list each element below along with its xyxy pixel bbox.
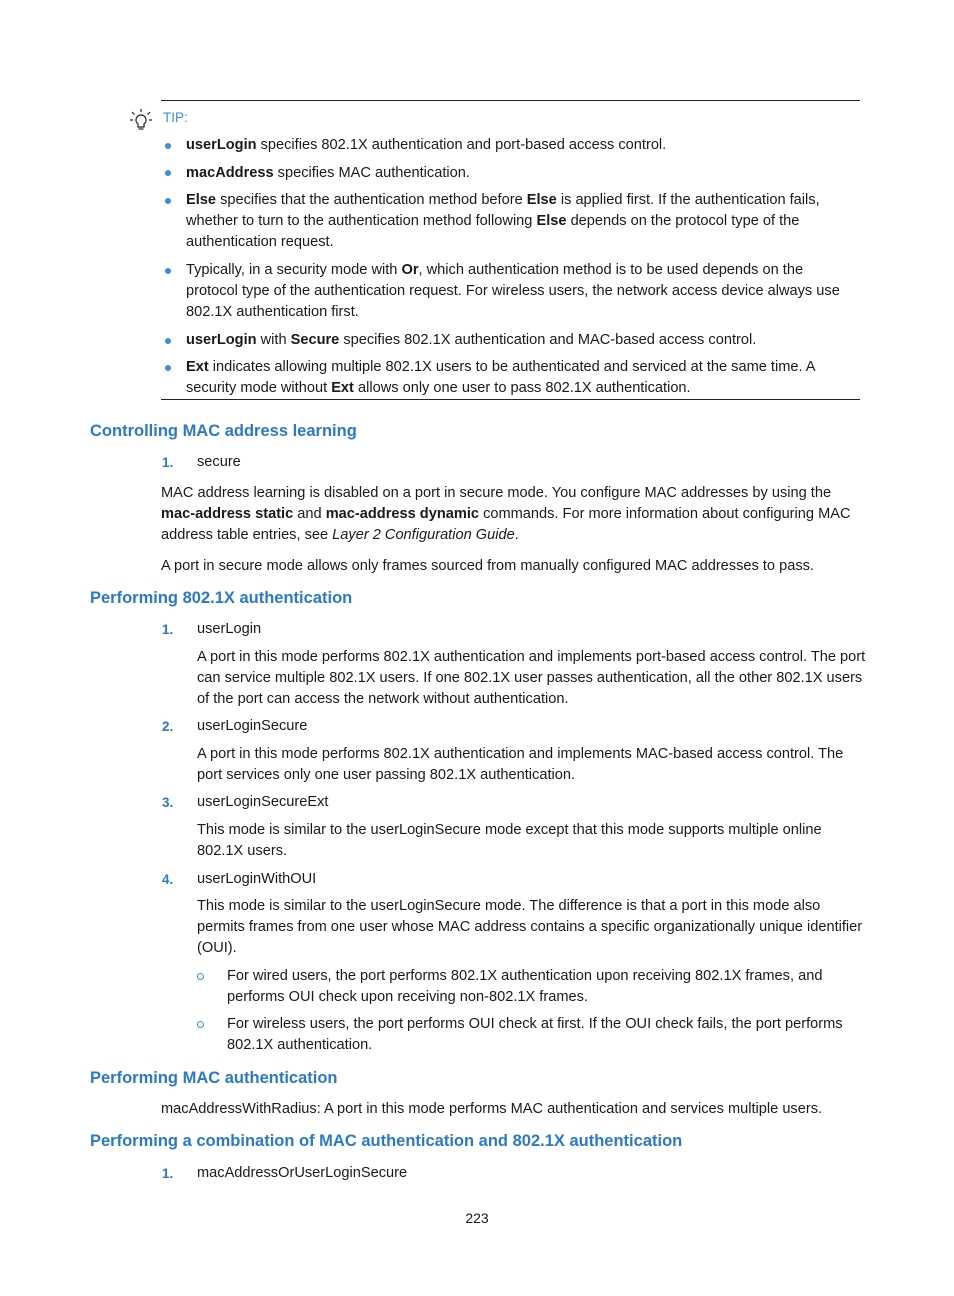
list-number: 1. — [162, 622, 174, 637]
tip-item: Ext indicates allowing multiple 802.1X users to be authenticated and serviced at the same time. A security mode without Ext allows only one user to pass 802.1X authentication. — [186, 359, 815, 396]
tip-top-rule — [161, 100, 860, 101]
list-item-title: userLoginSecure — [197, 718, 308, 734]
sub-bullet — [197, 1021, 204, 1028]
section-heading: Performing a combination of MAC authentication and 802.1X authentication — [90, 1132, 683, 1150]
paragraph: A port in this mode performs 802.1X authentication and implements MAC-based access control. The port services only one user passing 802.1X authentication. — [197, 746, 844, 783]
tip-item: macAddress specifies MAC authentication. — [186, 165, 470, 181]
tip-item: userLogin specifies 802.1X authentication and port-based access control. — [186, 137, 667, 153]
list-item-title: macAddressOrUserLoginSecure — [197, 1165, 408, 1181]
bullet — [165, 143, 171, 149]
section-heading: Controlling MAC address learning — [90, 422, 357, 440]
paragraph: This mode is similar to the userLoginSecure mode. The difference is that a port in this mode also permits frames from one user whose MAC address contains a specific organizationally unique identifier (OUI). — [197, 898, 863, 956]
list-number: 2. — [162, 719, 174, 734]
bullet — [165, 268, 171, 274]
section-heading: Performing 802.1X authentication — [90, 589, 353, 607]
paragraph: This mode is similar to the userLoginSecure mode except that this mode supports multiple online 802.1X users. — [197, 822, 822, 859]
list-item-title: userLoginSecureExt — [197, 794, 329, 810]
bullet — [165, 198, 171, 204]
sub-item: For wired users, the port performs 802.1X authentication upon receiving 802.1X frames, and performs OUI check upon receiving non-802.1X frames. — [227, 968, 823, 1005]
list-item-title: userLoginWithOUI — [197, 871, 317, 887]
sub-bullet — [197, 973, 204, 980]
tip-item: Typically, in a security mode with Or, which authentication method is to be used depends on the protocol type of the authentication request. For wireless users, the network access device always use 802.1X authentication first. — [186, 262, 840, 320]
list-item-title: userLogin — [197, 621, 262, 637]
page-number: 223 — [465, 1210, 489, 1226]
section-heading: Performing MAC authentication — [90, 1069, 338, 1087]
paragraph: A port in secure mode allows only frames sourced from manually configured MAC addresses to pass. — [161, 558, 814, 574]
paragraph: MAC address learning is disabled on a port in secure mode. You configure MAC addresses by using the mac-address static and mac-address dynamic commands. For more information about configuring MAC address table entries, see Layer 2 Configuration Guide. — [161, 485, 851, 543]
list-number: 3. — [162, 795, 174, 810]
tip-item: userLogin with Secure specifies 802.1X authentication and MAC-based access control. — [186, 332, 757, 348]
paragraph: A port in this mode performs 802.1X authentication and implements port-based access control. The port can service multiple 802.1X users. If one 802.1X user passes authentication, all the other 802.1X users of the port can access the network without authentication. — [197, 649, 866, 707]
bullet — [165, 338, 171, 344]
tip-bottom-rule — [161, 399, 860, 400]
sub-item: For wireless users, the port performs OUI check at first. If the OUI check fails, the port performs 802.1X authentication. — [227, 1016, 843, 1053]
list-number: 1. — [162, 455, 174, 470]
list-number: 1. — [162, 1166, 174, 1181]
list-number: 4. — [162, 872, 174, 887]
tip-item: Else specifies that the authentication method before Else is applied first. If the authentication fails, whether to turn to the authentication method following Else depends on the protocol type of the authentication request. — [186, 192, 820, 250]
bullet — [165, 170, 171, 176]
bullet — [165, 365, 171, 371]
paragraph: macAddressWithRadius: A port in this mode performs MAC authentication and services multiple users. — [161, 1101, 823, 1117]
list-item-title: secure — [197, 454, 241, 470]
tip-label: TIP: — [163, 110, 188, 125]
lightbulb-icon — [128, 107, 154, 133]
